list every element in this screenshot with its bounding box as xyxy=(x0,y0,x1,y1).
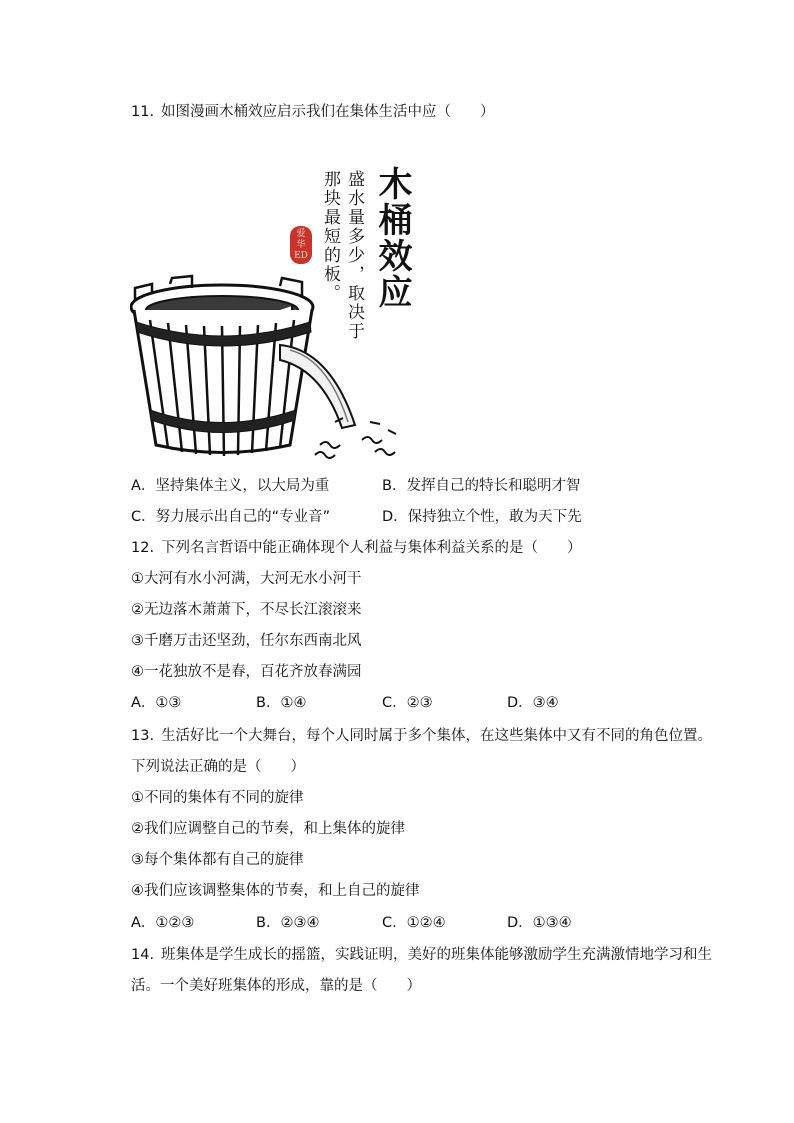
q13-option-a[interactable]: A．①②③ xyxy=(131,915,195,931)
q13-item: ③每个集体都有自己的旋律 xyxy=(131,852,304,868)
q12-number: 12. xyxy=(131,540,155,556)
wooden-bucket-cartoon xyxy=(130,160,420,465)
q13-option-c[interactable]: C．①②④ xyxy=(382,915,446,931)
q13-item: ④我们应该调整集体的节奏，和上自己的旋律 xyxy=(131,883,420,899)
figure-title: 木桶效应 xyxy=(372,166,412,310)
q11-stem-text: 如图漫画木桶效应启示我们在集体生活中应（ ） xyxy=(161,104,495,120)
seal-char-2: 华 xyxy=(296,239,306,250)
q12-stem xyxy=(131,538,582,558)
q12-option-a[interactable]: A．①③ xyxy=(131,695,182,711)
q13-number: 13. xyxy=(131,728,155,744)
q13-stem-line2: 下列说法正确的是（ ） xyxy=(131,759,305,775)
seal-char-3: ED xyxy=(294,250,308,261)
q11-number: 11. xyxy=(131,104,155,120)
q11-option-a[interactable]: A．坚持集体主义，以大局为重 xyxy=(131,478,330,494)
q14-number: 14. xyxy=(131,947,155,963)
q13-stem-text-1: 生活好比一个大舞台，每个人同时属于多个集体，在这些集体中又有不同的角色位置。 xyxy=(161,728,712,744)
q12-stem-text: 下列名言哲语中能正确体现个人利益与集体利益关系的是（ ） xyxy=(161,540,582,556)
q11-stem xyxy=(131,102,495,122)
q12-option-d[interactable]: D．③④ xyxy=(507,695,559,711)
q13-item: ②我们应调整自己的节奏，和上集体的旋律 xyxy=(131,821,405,837)
figure-caption-col1: 盛水量多少，取决于 xyxy=(344,170,364,341)
q13-option-b[interactable]: B．②③④ xyxy=(256,915,320,931)
red-seal-stamp xyxy=(290,226,312,264)
q12-item: ④一花独放不是春，百花齐放春满园 xyxy=(131,664,362,680)
q13-option-d[interactable]: D．①③④ xyxy=(507,915,572,931)
q11-option-c[interactable]: C．努力展示出自己的“专业音” xyxy=(131,509,331,525)
q12-item: ①大河有水小河满，大河无水小河干 xyxy=(131,571,362,587)
q14-stem xyxy=(131,945,712,965)
q11-option-b[interactable]: B．发挥自己的特长和聪明才智 xyxy=(382,478,581,494)
q13-stem xyxy=(131,726,712,746)
q11-option-d[interactable]: D．保持独立个性，敢为天下先 xyxy=(382,509,582,525)
q13-item: ①不同的集体有不同的旋律 xyxy=(131,790,304,806)
q14-stem-line2: 活。一个美好班集体的形成，靠的是（ ） xyxy=(131,978,421,994)
q12-item: ③千磨万击还坚劲，任尔东西南北风 xyxy=(131,633,362,649)
q12-option-b[interactable]: B．①④ xyxy=(256,695,307,711)
figure-caption-col2: 那块最短的板。 xyxy=(320,170,340,303)
q12-item: ②无边落木萧萧下，不尽长江滚滚来 xyxy=(131,602,362,618)
q14-stem-text-1: 班集体是学生成长的摇篮，实践证明，美好的班集体能够激励学生充满激情地学习和生 xyxy=(161,947,712,963)
seal-char-1: 爱 xyxy=(296,228,306,239)
q12-option-c[interactable]: C．②③ xyxy=(382,695,433,711)
